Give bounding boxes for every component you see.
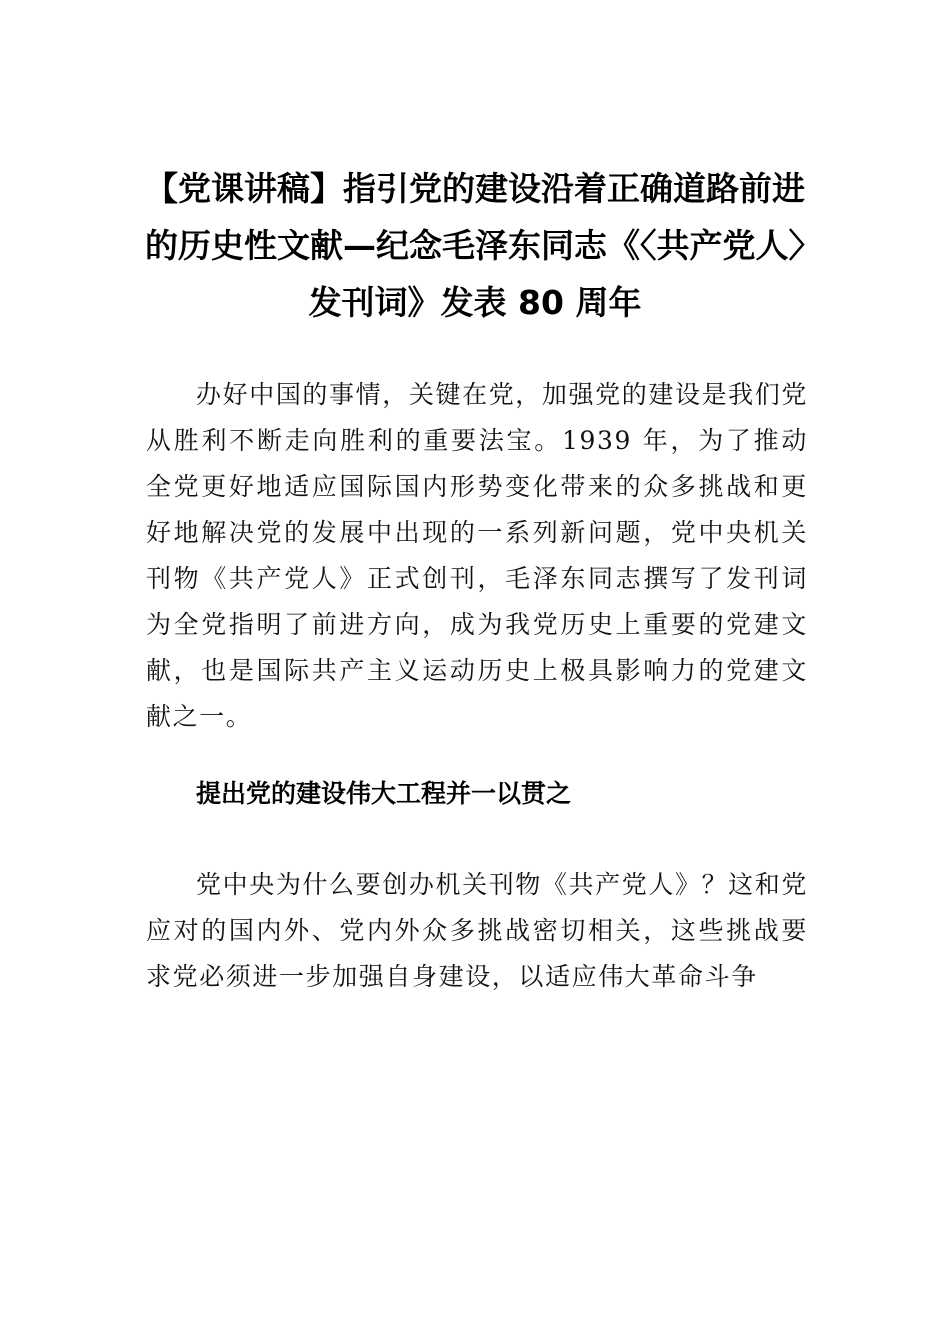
body-paragraph: 办好中国的事情，关键在党，加强党的建设是我们党从胜利不断走向胜利的重要法宝。1939 年，为了推动全党更好地适应国际国内形势变化带来的众多挑战和更好地解决党的发展中出现的一系列新问题，党中央机关刊物《共产党人》正式创刊，毛泽东同志撰写了发刊词 为全党指明了前进方向，成为我党历史上重要的党建文献，也是国际共产主义运动历史上极具影响力的党建文献之一。 [146, 380, 808, 731]
body-paragraph: 党中央为什么要创办机关刊物《共产党人》？这和党应对的国内外、党内外众多挑战密切相关，这些挑战要求党必须进一步加强自身建设，以适应伟大革命斗争 [146, 870, 808, 991]
section-heading: 提出党的建设伟大工程并一以贯之 [196, 779, 572, 808]
document-title: 【党课讲稿】指引党的建设沿着正确道路前进的历史性文献—纪念毛泽东同志《〈共产党人〉发刊词》发表 80 周年 [145, 169, 805, 322]
